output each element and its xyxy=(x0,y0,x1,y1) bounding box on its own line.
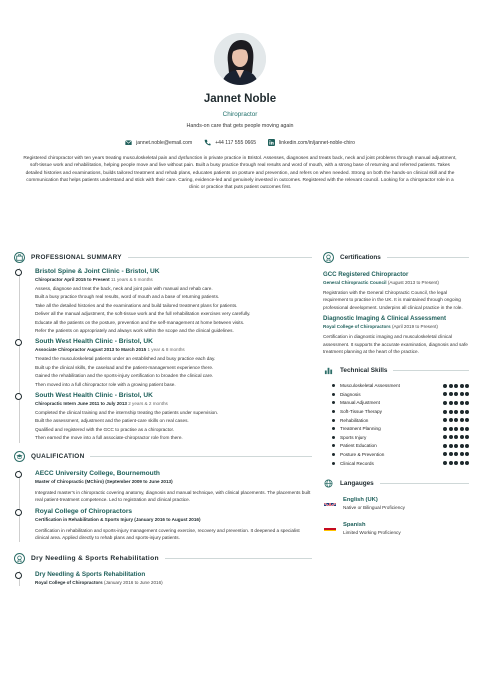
spain-flag-icon xyxy=(324,523,336,531)
rating-dot xyxy=(449,401,453,405)
rating-dot xyxy=(460,435,464,439)
rating-dot xyxy=(454,418,458,422)
certifications-heading: Certifications xyxy=(340,253,381,261)
certification-title: GCC Registered Chiropractor xyxy=(323,271,409,278)
role-line xyxy=(35,346,312,353)
rating-dot xyxy=(465,418,469,422)
contact-email[interactable] xyxy=(125,139,192,146)
skill-rating xyxy=(443,435,469,439)
skill-name: Clinical Records xyxy=(340,460,374,466)
bullet: Then moved into a full chiropractor role with a growing patient base. xyxy=(35,381,176,387)
language-level: Limited Working Proficiency xyxy=(343,530,401,536)
phone-text: +44 117 555 0665 xyxy=(215,139,257,146)
bullet: Built the assessment, adjustment and the patient-care skills on real cases. xyxy=(35,418,189,424)
tagline: Hands-on care that gets people moving again xyxy=(186,123,294,129)
rating-dot xyxy=(460,418,464,422)
timeline-dot xyxy=(15,509,22,516)
skill-item xyxy=(323,459,469,468)
skill-item xyxy=(323,407,469,416)
qualification-entry xyxy=(35,470,312,504)
candidate-name: Jannet Noble xyxy=(203,93,277,105)
rating-dot xyxy=(460,461,464,465)
role-title: Chiropractor xyxy=(35,277,63,282)
role-title: Associate Chiropractor xyxy=(35,347,86,353)
course-org: Royal College of Chiropractors xyxy=(35,579,103,585)
section-divider xyxy=(393,370,469,371)
rating-dot xyxy=(443,418,447,422)
rating-dot xyxy=(449,418,453,422)
skill-rating xyxy=(443,392,469,396)
bar-chart-icon xyxy=(323,365,334,376)
employer-name: Bristol Spine & Joint Clinic - Bristol, UK xyxy=(35,268,160,275)
rating-dot xyxy=(460,427,464,431)
degree-title: Master of Chiropractic (MChiro) xyxy=(35,478,104,484)
rating-dot xyxy=(449,452,453,456)
certification-issuer-line xyxy=(323,323,469,330)
language-name: English (UK) xyxy=(343,497,378,504)
rating-dot xyxy=(454,435,458,439)
rating-dot xyxy=(449,444,453,448)
bullet-dot xyxy=(332,462,335,465)
rating-dot xyxy=(465,435,469,439)
degree-title: Certification in Rehabilitation & Sports Injury xyxy=(35,516,134,522)
bullet: Built a busy practice through real results, word of mouth and a base of returning patients. xyxy=(35,294,220,300)
skill-name: Posture & Prevention xyxy=(340,451,385,457)
qualification-heading: QUALIFICATION xyxy=(31,453,85,461)
email-icon xyxy=(125,139,132,146)
bullet-dot xyxy=(332,384,335,387)
rating-dot xyxy=(454,452,458,456)
experience-entry xyxy=(35,338,312,389)
bullet-dot xyxy=(332,393,335,396)
bullet: Assess, diagnose and treat the back, neck and joint pain with manual and rehab care. xyxy=(35,286,213,291)
section-divider xyxy=(128,257,312,258)
language-item xyxy=(323,521,469,542)
rating-dot xyxy=(460,401,464,405)
bullet-dot xyxy=(332,436,335,439)
employer-name: South West Health Clinic - Bristol, UK xyxy=(35,392,153,400)
skill-item xyxy=(323,390,469,399)
skill-name: Diagnosis xyxy=(340,391,361,397)
experience-entry xyxy=(35,392,312,443)
skill-item xyxy=(323,442,469,451)
rating-dot xyxy=(465,384,469,388)
rating-dot xyxy=(449,384,453,388)
role-dates: August 2013 to March 2015 xyxy=(86,347,147,353)
role-bullets xyxy=(35,355,312,389)
bullet: Deliver all the manual adjustment, the soft-tissue work and the full rehabilitation exercises very carefully. xyxy=(35,311,251,317)
language-level: Native or Bilingual Proficiency xyxy=(343,505,406,511)
certification-issuer: Royal College of Chiropractors xyxy=(323,324,391,330)
bullet-dot xyxy=(332,453,335,456)
bullet: Built up the clinical skills, the caseload and the patient-management experience there. xyxy=(35,364,214,370)
timeline-dot xyxy=(15,269,22,276)
timeline-dot xyxy=(15,339,22,346)
degree-line xyxy=(35,478,312,485)
rating-dot xyxy=(465,452,469,456)
timeline-line xyxy=(19,470,20,542)
section-divider xyxy=(90,456,312,457)
rating-dot xyxy=(465,427,469,431)
section-divider xyxy=(165,558,312,559)
timeline-dot xyxy=(15,572,22,579)
bullet-dot xyxy=(332,401,335,404)
skill-item xyxy=(323,433,469,442)
languages-section-header xyxy=(323,476,469,490)
skill-name: Treatment Planning xyxy=(340,426,381,432)
certification-dates: (August 2013 to Present) xyxy=(387,280,439,285)
rating-dot xyxy=(443,392,447,396)
skill-item xyxy=(323,399,469,408)
skill-item xyxy=(323,424,469,433)
skill-name: Manual Adjustment xyxy=(340,400,380,406)
experience-timeline xyxy=(14,268,312,443)
rating-dot xyxy=(454,461,458,465)
rating-dot xyxy=(454,384,458,388)
skills-heading: Technical Skills xyxy=(340,366,388,374)
timeline-line xyxy=(19,268,20,443)
rating-dot xyxy=(465,410,469,414)
institution-name: AECC University College, Bournemouth xyxy=(35,469,160,477)
certification-dates: (April 2019 to Present) xyxy=(391,324,438,330)
graduation-cap-icon xyxy=(14,451,25,462)
rating-dot xyxy=(443,384,447,388)
certification-description: Registration with the General Chiropractic Council, the legal requirement to practise in the UK. It is maintained through ongoing professional development. Underpins all clinical practice in the role. xyxy=(323,290,463,310)
linkedin-text: linkedin.com/in/jannet-noble-chiro xyxy=(279,139,355,146)
role-line xyxy=(35,276,312,283)
skill-name: Rehabilitation xyxy=(340,417,369,423)
bullet: Refer the patients on appropriately and always work within the scope and the clinical guidelines. xyxy=(35,328,234,334)
qualification-section-header xyxy=(14,450,312,464)
award-icon xyxy=(14,553,25,564)
rating-dot xyxy=(454,427,458,431)
bullet-dot xyxy=(332,410,335,413)
role-bullets xyxy=(35,409,312,443)
certification-description: Certification in diagnostic imaging and musculoskeletal clinical assessment. It supports the accurate examination, diagnosis and safe treatment planning at the heart of the practice. xyxy=(323,334,468,355)
rating-dot xyxy=(449,427,453,431)
profile-summary: Registered chiropractor with ten years treating musculoskeletal pain and dysfunction in private practice in Bristol. Assesses, diagnoses and treats back, neck and joint problems through manual adjustment, soft-tissue work and rehabilitation, helping people move and live without pain. Built a busy practice through real results and word of mouth, with a strong base of returning and referred patients. Takes detailed histories and examinations, builds tailored treatment and rehab plans, educates patients on posture and prevention, and refers on when needed. Strong on both the hands-on clinical skill and the communication that helps patients understand and stick with their care. Caring, evidence-led and genuinely invested in outcomes. Registered with the relevant council. Looking for a chiropractor role in a clinic or practice that puts patient outcomes first. xyxy=(23,156,457,191)
rating-dot xyxy=(449,461,453,465)
certification-title: Diagnostic Imaging & Clinical Assessment xyxy=(323,315,447,323)
contact-linkedin[interactable] xyxy=(268,139,355,146)
rating-dot xyxy=(449,410,453,414)
experience-entry xyxy=(35,268,312,335)
job-title: Chiropractor xyxy=(222,111,258,118)
skill-rating xyxy=(443,418,469,422)
role-title: Chiropractic Intern xyxy=(35,401,77,407)
timeline-dot xyxy=(15,393,22,400)
rating-dot xyxy=(443,401,447,405)
custom-heading: Dry Needling & Sports Rehabilitation xyxy=(31,555,159,563)
rating-dot xyxy=(460,392,464,396)
qualification-entry xyxy=(35,508,312,542)
contact-bar xyxy=(0,139,480,146)
degree-description: Integrated master's in chiropractic covering anatomy, diagnosis and manual technique, with clinical placements. The placements built real patient-treatment competence. Led to registration and clinical practice. xyxy=(35,489,311,503)
bullet: Qualified and registered with the GCC to practise as a chiropractor. xyxy=(35,426,175,432)
phone-icon xyxy=(204,139,211,146)
bullet: Treated the musculoskeletal patients under an established and busy practice each day. xyxy=(35,356,216,362)
custom-section-header xyxy=(14,552,312,566)
rating-dot xyxy=(449,435,453,439)
rating-dot xyxy=(443,461,447,465)
skill-item xyxy=(323,381,469,390)
degree-line xyxy=(35,516,312,523)
rating-dot xyxy=(454,401,458,405)
role-dates: April 2015 to Present xyxy=(63,277,110,282)
skill-rating xyxy=(443,427,469,431)
bullet-dot xyxy=(332,419,335,422)
briefcase-icon xyxy=(14,252,25,263)
skills-list xyxy=(323,381,469,467)
skill-rating xyxy=(443,452,469,456)
rating-dot xyxy=(443,410,447,414)
qualification-timeline xyxy=(14,470,312,542)
degree-dates: (September 2009 to June 2013) xyxy=(105,478,173,484)
rating-dot xyxy=(449,392,453,396)
degree-description: Certification in rehabilitation and sports-injury management covering exercise, recovery and prevention. It deepened a specialist clinical area. Applied directly to rehab plans and sports-injury patients. xyxy=(35,527,300,541)
globe-icon xyxy=(323,478,334,489)
rating-dot xyxy=(454,410,458,414)
section-divider xyxy=(380,483,469,484)
certification-entry xyxy=(323,271,469,311)
rating-dot xyxy=(465,461,469,465)
rating-dot xyxy=(443,444,447,448)
languages-heading: Langauges xyxy=(340,479,374,487)
skill-name: Patient Education xyxy=(340,443,377,449)
skill-name: Soft-Tissue Therapy xyxy=(340,409,382,415)
role-duration: 11 years & 5 months xyxy=(110,277,153,282)
skill-item xyxy=(323,450,469,459)
skill-name: Sports Injury xyxy=(340,434,367,440)
employer-name: South West Health Clinic - Bristol, UK xyxy=(35,338,153,346)
certificate-icon xyxy=(323,252,334,263)
skill-rating xyxy=(443,444,469,448)
course-dates: (January 2016 to June 2016) xyxy=(103,579,163,585)
course-title: Dry Needling & Sports Rehabilitation xyxy=(35,570,146,578)
email-text: jannet.noble@email.com xyxy=(136,139,193,146)
timeline-dot xyxy=(15,471,22,478)
rating-dot xyxy=(443,452,447,456)
language-name: Spanish xyxy=(343,522,366,529)
bullet-dot xyxy=(332,427,335,430)
skill-rating xyxy=(443,461,469,465)
skill-item xyxy=(323,416,469,425)
certifications-section-header xyxy=(323,250,469,264)
bullet-dot xyxy=(332,444,335,447)
certification-issuer-line xyxy=(323,279,469,286)
institution-name: Royal College of Chiropractors xyxy=(35,507,133,515)
skills-section-header xyxy=(323,363,469,377)
left-column xyxy=(14,250,312,586)
bullet: Take all the detailed histories and the examinations and build tailored treatment plans for patients. xyxy=(35,302,238,308)
skill-name: Musculoskeletal Assessment xyxy=(340,383,400,389)
role-line xyxy=(35,400,312,407)
role-bullets xyxy=(35,285,312,335)
custom-entry xyxy=(35,571,312,586)
right-column xyxy=(323,250,469,542)
skill-rating xyxy=(443,410,469,414)
section-divider xyxy=(387,257,469,258)
custom-timeline xyxy=(14,571,312,586)
language-item xyxy=(323,496,469,517)
rating-dot xyxy=(460,410,464,414)
bullet: Completed the clinical training and the internship treating the patients under supervision. xyxy=(35,410,219,416)
rating-dot xyxy=(454,392,458,396)
rating-dot xyxy=(454,444,458,448)
rating-dot xyxy=(460,452,464,456)
rating-dot xyxy=(465,392,469,396)
uk-flag-icon xyxy=(324,498,336,506)
linkedin-icon xyxy=(268,139,275,146)
bullet: Educate all the patients on the posture, prevention and the self-management at home between visits. xyxy=(35,319,245,325)
role-dates: June 2011 to July 2013 xyxy=(77,401,127,407)
rating-dot xyxy=(443,427,447,431)
rating-dot xyxy=(460,384,464,388)
rating-dot xyxy=(465,444,469,448)
profile-photo xyxy=(214,33,266,85)
skill-rating xyxy=(443,384,469,388)
experience-heading: PROFESSIONAL SUMMARY xyxy=(31,253,122,261)
certification-issuer: General Chiropractic Council xyxy=(323,280,387,285)
bullet: Gained the rehabilitation and the sports-injury certification to broaden the clinical care. xyxy=(35,373,214,379)
rating-dot xyxy=(443,435,447,439)
skill-rating xyxy=(443,401,469,405)
bullet: Then earned the move into a full associate-chiropractor role from there. xyxy=(35,435,183,441)
rating-dot xyxy=(460,444,464,448)
course-line xyxy=(35,579,312,586)
degree-dates: (January 2016 to August 2016) xyxy=(134,516,201,522)
role-duration: 2 years & 2 months xyxy=(128,401,168,407)
contact-phone[interactable] xyxy=(204,139,256,146)
certification-entry xyxy=(323,315,469,355)
rating-dot xyxy=(465,401,469,405)
experience-section-header xyxy=(14,250,312,264)
role-duration: 1 year & 8 months xyxy=(147,347,185,353)
